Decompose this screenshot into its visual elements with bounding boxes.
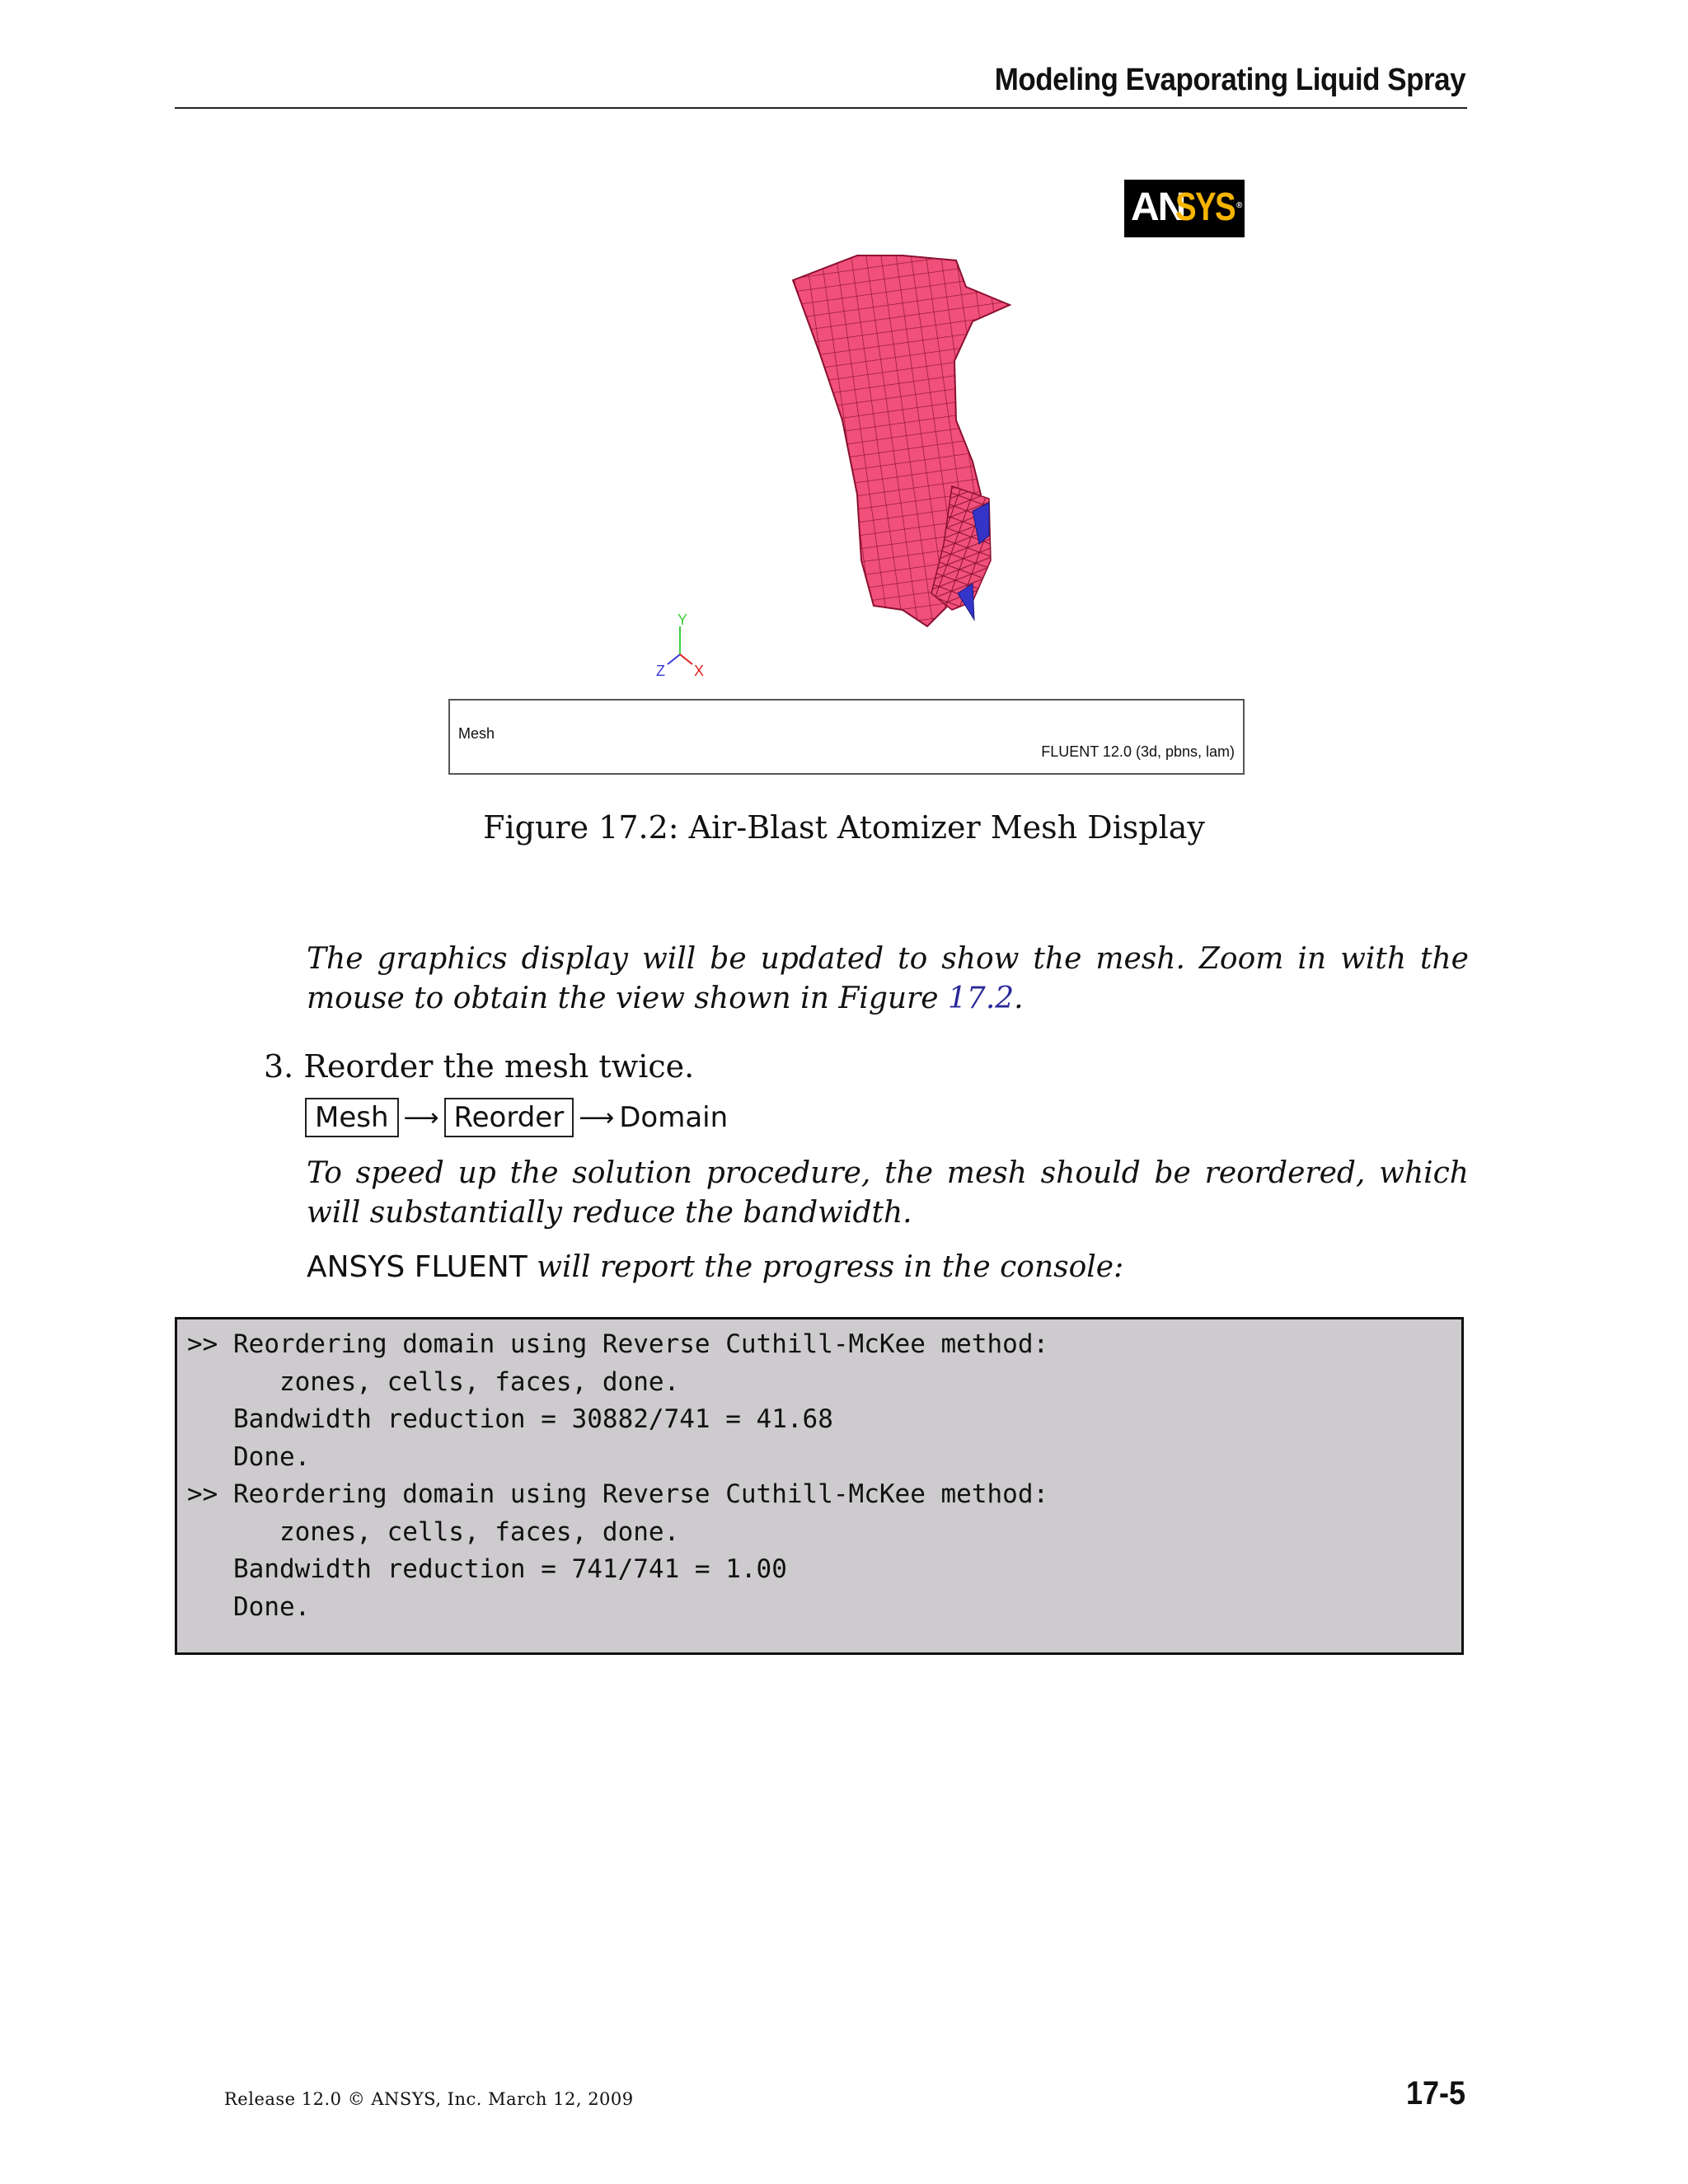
logo-text-an: AN (1131, 185, 1185, 229)
axes-triad (643, 613, 717, 679)
paragraph-end: . (1014, 982, 1024, 1015)
menu-path (305, 1098, 728, 1137)
paragraph-text: The graphics display will be updated to show the mesh. Zoom in with the mouse to obtain the view shown in Figure (307, 942, 1469, 1015)
paragraph-console-report (307, 1248, 1469, 1287)
page-header-title: Modeling Evaporating Liquid Spray (994, 63, 1465, 97)
axis-x-label: X (694, 663, 705, 679)
console-output-box (175, 1317, 1464, 1655)
arrow-icon: ⟶ (403, 1103, 439, 1132)
figure-caption: Figure 17.2: Air-Blast Atomizer Mesh Display (483, 809, 1205, 846)
page-number: 17-5 (1405, 2075, 1465, 2111)
console-text: >> Reordering domain using Reverse Cuthill-McKee method: zones, cells, faces, done. Bandwidth reduction = 30882/741 = 41.68 Done. >> Reordering domain using Reverse Cuthill-McKee method: zones, cells, faces, done. Bandwidth reduction = 741/741 = 1.00 Done. (187, 1329, 1049, 1622)
arrow-icon: ⟶ (579, 1103, 615, 1132)
logo-registered-mark: ® (1236, 201, 1241, 210)
axis-y-label: Y (678, 613, 688, 628)
ansys-logo (1124, 180, 1245, 237)
step-3-heading: 3. Reorder the mesh twice. (264, 1048, 695, 1085)
app-name: ANSYS FLUENT (307, 1250, 528, 1284)
graphics-title-panel (448, 699, 1245, 775)
header-rule (175, 107, 1467, 109)
footer-release: Release 12.0 © ANSYS, Inc. March 12, 2009 (224, 2089, 634, 2109)
paragraph-text: will report the progress in the console: (527, 1250, 1124, 1284)
logo-text-sys: SYS (1175, 185, 1236, 229)
panel-version-label: FLUENT 12.0 (3d, pbns, lam) (1041, 743, 1235, 760)
panel-mesh-label: Mesh (458, 725, 495, 742)
axis-z-label: Z (656, 663, 665, 679)
figure-reference-link[interactable]: 17.2 (948, 982, 1015, 1015)
menu-item-domain[interactable]: Domain (619, 1101, 729, 1134)
menu-item-reorder[interactable]: Reorder (444, 1098, 574, 1137)
paragraph-graphics-update (307, 940, 1469, 1019)
paragraph-speed-up: To speed up the solution procedure, the mesh should be reordered, which will substantially reduce the bandwidth. (307, 1156, 1469, 1230)
menu-item-mesh[interactable]: Mesh (305, 1098, 399, 1137)
